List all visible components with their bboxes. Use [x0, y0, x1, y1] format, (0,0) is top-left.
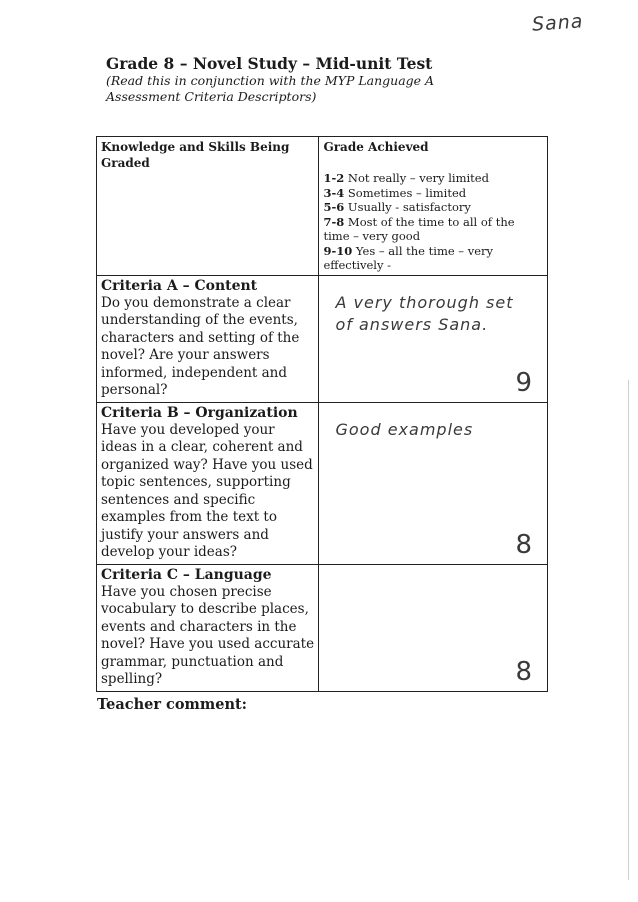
handwritten-score: 8	[515, 529, 533, 560]
grade-scale-line: 9-10 Yes – all the time – very effectively -	[323, 243, 494, 272]
handwritten-score: 9	[515, 367, 533, 398]
grade-scale	[323, 171, 543, 273]
document-title: Grade 8 – Novel Study – Mid-unit Test	[106, 54, 433, 73]
grade-scale-line: 5-6 Usually - satisfactory	[323, 200, 471, 214]
document-subtitle: (Read this in conjunction with the MYP Language A Assessment Criteria Descriptors)	[106, 73, 435, 104]
criteria-question: Do you demonstrate a clear understanding of the events, characters and setting of the novel? Are your answers informed, independent and personal?	[101, 294, 300, 398]
rubric-header-row	[97, 137, 548, 276]
scan-edge-line	[628, 380, 629, 880]
criteria-row	[97, 402, 548, 564]
header-knowledge-cell	[97, 137, 319, 276]
criteria-row	[97, 564, 548, 691]
handwritten-comment: A very thorough set of answers Sana.	[335, 292, 514, 334]
criteria-title: Criteria C – Language	[101, 566, 272, 583]
criteria-cell	[97, 402, 319, 564]
header-grade: Grade Achieved	[323, 140, 429, 154]
grade-scale-line: 3-4 Sometimes – limited	[323, 185, 467, 200]
criteria-question: Have you chosen precise vocabulary to describe places, events and characters in the novel? Have you used accurate grammar, punctuation and spelling?	[101, 583, 315, 687]
criteria-cell	[97, 275, 319, 402]
grade-cell	[319, 564, 548, 691]
criteria-row	[97, 275, 548, 402]
criteria-title: Criteria B – Organization	[101, 404, 298, 421]
header-knowledge: Knowledge and Skills Being Graded	[101, 140, 290, 170]
handwritten-comment: Good examples	[335, 419, 474, 439]
criteria-title: Criteria A – Content	[101, 277, 258, 294]
grade-scale-line: 7-8 Most of the time to all of the time – very good	[323, 214, 515, 243]
grade-scale-line: 1-2 Not really – very limited	[323, 171, 489, 185]
handwritten-score: 8	[515, 656, 533, 687]
handwritten-signature: Sana	[531, 10, 585, 36]
criteria-question: Have you developed your ideas in a clear, coherent and organized way? Have you used topic sentences, supporting sentences and specific examples from the text to justify your answers and develop your ideas?	[101, 421, 313, 560]
header-grade-cell	[319, 137, 548, 276]
rubric-table	[96, 136, 548, 692]
grade-cell	[319, 275, 548, 402]
teacher-comment-label: Teacher comment:	[97, 696, 248, 713]
grade-cell	[319, 402, 548, 564]
criteria-cell	[97, 564, 319, 691]
